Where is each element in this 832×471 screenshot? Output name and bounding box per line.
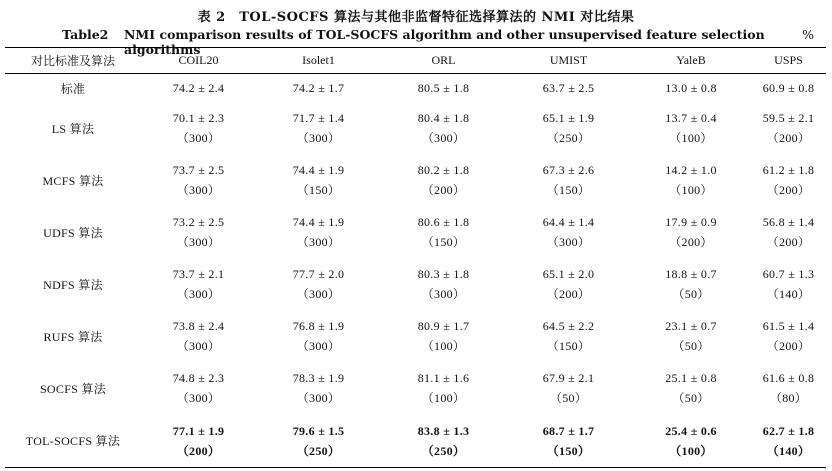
header-isolet1: Isolet1	[302, 53, 335, 67]
table-cell	[141, 206, 256, 258]
cell-mean: 73.8 ± 2.4	[172, 319, 225, 333]
table-cell	[256, 362, 381, 414]
table-cell	[631, 258, 751, 310]
cell-feature-count: （150）	[421, 235, 466, 249]
table-cell	[506, 258, 631, 310]
row-label: LS 算法	[51, 121, 95, 136]
table-cell	[751, 414, 826, 468]
table-row-udfs	[5, 206, 826, 258]
table-cell	[381, 414, 506, 468]
cell-feature-count: （150）	[546, 183, 591, 197]
table-cell	[751, 362, 826, 414]
row-label: UDFS 算法	[43, 225, 103, 240]
table-cell	[141, 362, 256, 414]
cell-feature-count: （200）	[766, 235, 811, 249]
cell-mean: 61.6 ± 0.8	[762, 371, 815, 385]
cell-feature-count: （300）	[176, 131, 221, 145]
cell-mean: 60.9 ± 0.8	[762, 81, 815, 95]
table-caption-en-label: Table2	[62, 27, 109, 42]
cell-mean: 13.7 ± 0.4	[665, 111, 717, 125]
cell-feature-count: （200）	[766, 339, 811, 353]
header-umist: UMIST	[549, 53, 588, 67]
cell-mean: 65.1 ± 2.0	[542, 267, 595, 281]
cell-mean: 76.8 ± 1.9	[292, 319, 345, 333]
cell-feature-count: （50）	[549, 391, 588, 405]
cell-feature-count: （300）	[176, 183, 221, 197]
cell-mean: 60.7 ± 1.3	[762, 267, 815, 281]
cell-mean: 59.5 ± 2.1	[762, 111, 815, 125]
cell-feature-count: （200）	[766, 131, 811, 145]
cell-mean: 23.1 ± 0.7	[665, 319, 717, 333]
cell-feature-count: （100）	[669, 443, 713, 458]
table-cell	[631, 102, 751, 154]
cell-feature-count: （200）	[546, 287, 591, 301]
table-cell	[506, 74, 631, 103]
cell-mean: 63.7 ± 2.5	[542, 81, 595, 95]
cell-mean: 68.7 ± 1.7	[542, 423, 595, 438]
table-row-socfs	[5, 362, 826, 414]
cell-feature-count: （300）	[421, 131, 466, 145]
table-cell	[506, 102, 631, 154]
row-label: 标准	[60, 81, 86, 96]
cell-mean: 80.5 ± 1.8	[417, 81, 470, 95]
cell-mean: 77.1 ± 1.9	[172, 423, 225, 438]
table-cell	[751, 102, 826, 154]
table-cell	[381, 362, 506, 414]
cell-feature-count: （300）	[296, 339, 341, 353]
table-row-tol-socfs	[5, 414, 826, 468]
cell-feature-count: （140）	[766, 443, 811, 458]
table-cell	[256, 154, 381, 206]
cell-mean: 64.5 ± 2.2	[542, 319, 595, 333]
row-label: RUFS 算法	[43, 329, 103, 344]
table-cell	[751, 154, 826, 206]
cell-mean: 62.7 ± 1.8	[762, 423, 815, 438]
table-cell	[381, 74, 506, 103]
table-cell	[256, 414, 381, 468]
cell-feature-count: （300）	[546, 235, 591, 249]
cell-feature-count: （100）	[421, 339, 466, 353]
table-row-ls	[5, 102, 826, 154]
cell-mean: 74.2 ± 1.7	[292, 81, 345, 95]
table-cell	[256, 206, 381, 258]
cell-feature-count: （200）	[421, 183, 466, 197]
table-caption-zh: 表 2 TOL-SOCFS 算法与其他非监督特征选择算法的 NMI 对比结果	[197, 10, 635, 25]
cell-mean: 25.4 ± 0.6	[665, 423, 717, 438]
cell-mean: 64.4 ± 1.4	[542, 215, 595, 229]
cell-feature-count: （100）	[421, 391, 466, 405]
cell-mean: 80.9 ± 1.7	[417, 319, 470, 333]
cell-mean: 83.8 ± 1.3	[417, 423, 470, 438]
table-row-rufs	[5, 310, 826, 362]
table-cell	[381, 154, 506, 206]
table-row-mcfs	[5, 154, 826, 206]
cell-feature-count: （80）	[769, 391, 808, 405]
cell-feature-count: （300）	[421, 287, 466, 301]
header-usps: USPS	[774, 53, 803, 67]
cell-feature-count: （300）	[176, 391, 221, 405]
cell-mean: 78.3 ± 1.9	[292, 371, 345, 385]
cell-mean: 67.3 ± 2.6	[542, 163, 595, 177]
table-cell	[141, 74, 256, 103]
cell-mean: 71.7 ± 1.4	[292, 111, 345, 125]
table-cell	[631, 362, 751, 414]
table-cell	[381, 258, 506, 310]
cell-mean: 13.0 ± 0.8	[665, 81, 717, 95]
cell-mean: 73.7 ± 2.5	[172, 163, 225, 177]
cell-mean: 81.1 ± 1.6	[417, 371, 470, 385]
cell-mean: 73.7 ± 2.1	[172, 267, 225, 281]
table-header-row	[5, 48, 826, 74]
cell-feature-count: （300）	[296, 287, 341, 301]
cell-feature-count: （50）	[672, 287, 710, 301]
cell-feature-count: （300）	[296, 391, 341, 405]
table-cell	[751, 206, 826, 258]
cell-mean: 17.9 ± 0.9	[665, 215, 717, 229]
cell-feature-count: （150）	[546, 339, 591, 353]
row-label: NDFS 算法	[43, 277, 103, 292]
cell-feature-count: （300）	[296, 131, 341, 145]
table-unit: %	[802, 27, 814, 42]
table-cell	[506, 310, 631, 362]
cell-mean: 67.9 ± 2.1	[542, 371, 595, 385]
cell-feature-count: （140）	[766, 287, 811, 301]
cell-feature-count: （50）	[672, 391, 710, 405]
cell-feature-count: （300）	[176, 287, 221, 301]
cell-mean: 65.1 ± 1.9	[542, 111, 595, 125]
cell-mean: 56.8 ± 1.4	[762, 215, 815, 229]
cell-mean: 25.1 ± 0.8	[665, 371, 717, 385]
table-row-ndfs	[5, 258, 826, 310]
table-cell	[506, 414, 631, 468]
cell-mean: 79.6 ± 1.5	[292, 423, 345, 438]
cell-feature-count: （100）	[669, 183, 713, 197]
table-cell	[381, 310, 506, 362]
table-caption-en	[62, 27, 814, 57]
cell-feature-count: （150）	[296, 183, 341, 197]
table-cell	[751, 310, 826, 362]
cell-feature-count: （250）	[296, 443, 341, 458]
row-label: MCFS 算法	[42, 173, 104, 188]
cell-mean: 18.8 ± 0.7	[665, 267, 717, 281]
table-caption-en-text: NMI comparison results of TOL-SOCFS algorithm and other unsupervised feature selection algorithms	[124, 27, 765, 57]
table-cell	[141, 310, 256, 362]
cell-mean: 80.4 ± 1.8	[417, 111, 470, 125]
table-cell	[631, 74, 751, 103]
cell-mean: 61.2 ± 1.8	[762, 163, 815, 177]
cell-mean: 74.2 ± 2.4	[172, 81, 225, 95]
row-label: TOL-SOCFS 算法	[25, 434, 121, 448]
cell-feature-count: （200）	[669, 235, 713, 249]
row-label: SOCFS 算法	[39, 381, 107, 396]
cell-feature-count: （300）	[176, 235, 221, 249]
table-cell	[506, 206, 631, 258]
table-cell	[141, 414, 256, 468]
table-cell	[256, 258, 381, 310]
cell-feature-count: （250）	[421, 443, 466, 458]
cell-mean: 77.7 ± 2.0	[292, 267, 345, 281]
cell-mean: 70.1 ± 2.3	[172, 111, 225, 125]
table-cell	[256, 310, 381, 362]
table-cell	[506, 362, 631, 414]
cell-feature-count: （200）	[176, 443, 221, 458]
table-cell	[141, 102, 256, 154]
cell-feature-count: （200）	[766, 183, 811, 197]
table-cell	[631, 414, 751, 468]
cell-mean: 74.4 ± 1.9	[292, 215, 345, 229]
cell-mean: 80.6 ± 1.8	[417, 215, 470, 229]
cell-feature-count: （300）	[176, 339, 221, 353]
table-cell	[631, 310, 751, 362]
table-cell	[256, 102, 381, 154]
table-cell	[631, 154, 751, 206]
cell-mean: 73.2 ± 2.5	[172, 215, 225, 229]
table-cell	[751, 258, 826, 310]
header-method: 对比标准及算法	[30, 54, 115, 68]
cell-mean: 61.5 ± 1.4	[762, 319, 815, 333]
header-orl: ORL	[431, 53, 456, 67]
cell-mean: 80.2 ± 1.8	[417, 163, 470, 177]
nmi-comparison-table	[5, 47, 826, 468]
table-row-baseline	[5, 74, 826, 103]
cell-feature-count: （250）	[546, 131, 591, 145]
cell-mean: 14.2 ± 1.0	[665, 163, 717, 177]
cell-feature-count: （150）	[546, 443, 591, 458]
table-cell	[256, 74, 381, 103]
table-cell	[141, 258, 256, 310]
header-yaleb: YaleB	[676, 53, 706, 67]
header-coil20: COIL20	[178, 53, 219, 67]
cell-feature-count: （50）	[672, 339, 710, 353]
table-cell	[751, 74, 826, 103]
table-cell	[381, 102, 506, 154]
cell-mean: 74.8 ± 2.3	[172, 371, 225, 385]
table-cell	[631, 206, 751, 258]
table-cell	[506, 154, 631, 206]
cell-feature-count: （300）	[296, 235, 341, 249]
cell-mean: 80.3 ± 1.8	[417, 267, 470, 281]
cell-feature-count: （100）	[669, 131, 713, 145]
table-cell	[141, 154, 256, 206]
cell-mean: 74.4 ± 1.9	[292, 163, 345, 177]
table-cell	[381, 206, 506, 258]
